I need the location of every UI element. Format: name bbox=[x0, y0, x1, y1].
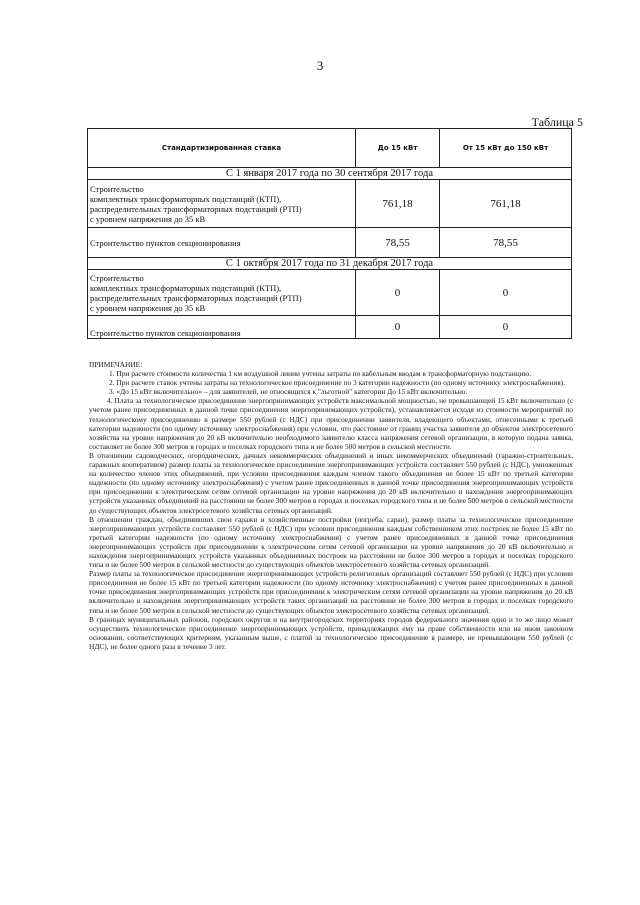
rate-value-15-150: 78,55 bbox=[440, 228, 572, 258]
note-item-1: 1. При расчете стоимости количества 1 км воздушной линии учтены затраты по кабельным вводам в трансформаторную подстанцию. bbox=[109, 369, 531, 379]
rate-value-15-150: 761,18 bbox=[440, 180, 572, 228]
table-row bbox=[88, 228, 572, 258]
header-rate: Стандартизированная ставка bbox=[88, 129, 356, 168]
page-number: 3 bbox=[316, 58, 324, 73]
header-up-to-15kw: До 15 кВт bbox=[356, 129, 440, 168]
note-paragraph-gardening: В отношении садоводческих, огороднических, дачных некоммерческих объединений и иных некоммерческих объединений (гаражно-строительных, гаражных кооперативов) размер платы за технологическое присоединение энергопринимающих устройств составляет 550 рублей (с НДС), умноженных на количество членов этих объединений, при условии присоединения каждым членом такого объединения не более 15 кВт по третьей категории надежности (по одному источнику электроснабжения) с учетом ранее присоединенных в данной точке присоединения энергопринимающих устройств при присоединении к электрическим сетям сетевой организации на уровне напряжения до 20 кВ включительно и нахождения энергопринимающих устройств указанных объединений на расстоянии не более 300 метров в городах и поселках городского типа и не более 500 метров в сельской местности до существующих объектов электросетевого хозяйства сетевых организаций. bbox=[89, 450, 573, 515]
rate-name bbox=[88, 180, 356, 228]
rate-value-up-to-15: 78,55 bbox=[356, 228, 440, 258]
note-paragraph-garages: В отношении граждан, объединивших свои гаражи и хозяйственные постройки (погреба, сараи), размер платы за технологическое присоединение энергопринимающих устройств составляет 550 рублей (с НДС) при условии присоединения каждым собственником этих построек не более 15 кВт по третьей категории надежности (по одному источнику электроснабжения) с учетом ранее присоединенных в данной точке присоединения энергопринимающих устройств при присоединении к электрическим сетям сетевой организации на уровне напряжения до 20 кВ включительно и нахождения энергопринимающих устройств указанных объединенных построек на расстоянии не более 300 метров в городах и поселках городского типа и не более 500 метров в сельской местности до существующих объектов электросетевого хозяйства сетевых организаций. bbox=[89, 514, 573, 570]
header-15-to-150kw: От 15 кВт до 150 кВт bbox=[440, 129, 572, 168]
note-item-3: 3. «До 15 кВт включительно» – для заявителей, не относящихся к "льготной" категории До 15 кВт включительно. bbox=[109, 387, 468, 397]
notes-section bbox=[89, 360, 573, 651]
rate-value-15-150: 0 bbox=[440, 270, 572, 316]
table-row bbox=[88, 316, 572, 339]
period-label: С 1 января 2017 года по 30 сентября 2017 года bbox=[88, 168, 572, 180]
table-row bbox=[88, 180, 572, 228]
period-row-2 bbox=[88, 258, 572, 270]
note-item-2: 2. При расчете ставок учтены затраты на технологическое присоединение по 3 категории надежности (по одному источнику электроснабжения). bbox=[109, 378, 566, 388]
rate-name-text: Строительство комплектных трансформаторных подстанций (КТП), распределительных трансформаторных подстанций (РТП) с уровнем напряжения до 35 кВ bbox=[90, 272, 302, 313]
table-row bbox=[88, 270, 572, 316]
table-header-row bbox=[88, 129, 572, 168]
table-caption: Таблица 5 bbox=[531, 115, 583, 129]
tariff-table bbox=[87, 128, 572, 339]
rate-name-text: Строительство комплектных трансформаторных подстанций (КТП), распределительных трансформаторных подстанций (РТП) с уровнем напряжения до 35 кВ bbox=[90, 183, 302, 224]
period-label: С 1 октября 2017 года по 31 декабря 2017 года bbox=[88, 258, 572, 270]
rate-value-up-to-15: 0 bbox=[356, 316, 440, 339]
note-paragraph-religious: Размер платы за технологическое присоединение энергопринимающих устройств религиозных организаций составляет 550 рублей (с НДС) при условии присоединения не более 15 кВт по третьей категории надежности (по одному источнику электроснабжения) с учетом ранее присоединенных в данной точке присоединения энергопринимающих устройств при присоединении к электрическим сетям сетевой организации на уровне напряжения до 20 кВ включительно и нахождения энергопринимающих устройств таких организаций на расстоянии не более 300 метров в городах и поселках городского типа и не более 500 метров в сельской местности до существующих объектов электросетевого хозяйства сетевых организаций. bbox=[89, 569, 573, 615]
period-row-1 bbox=[88, 168, 572, 180]
notes-heading: ПРИМЕЧАНИЕ: bbox=[89, 360, 143, 369]
note-paragraph-municipal: В границах муниципальных районов, городских округов и на внутригородских территориях городов федерального значения одно и то же лицо может осуществить технологическое присоединение энергопринимающих устройств, принадлежащих ему на праве собственности или на ином законном основании, соответствующих критериям, указанным выше, с платой за технологическое присоединение в размере, не превышающем 550 рублей (с НДС), не более одного раза в течение 3 лет. bbox=[89, 614, 573, 651]
rate-value-15-150: 0 bbox=[440, 316, 572, 339]
note-item-4: 4. Плата за технологическое присоединение энергопринимающих устройств максимальной мощностью, не превышающей 15 кВт включительно (с учетом ранее присоединенных в данной точке присоединения энергопринимающих устройств), устанавливается исходя из стоимости мероприятий по технологическому присоединению в размере 550 рублей (с НДС) при присоединении заявителя, владеющего объектами, отнесенными к третьей категории надежности (по одному источнику электроснабжения) при условии, что расстояние от границ участка заявителя до объектов электросетевого хозяйства на уровне напряжения до 20 кВ включительно необходимого заявителю класса напряжения сетевой организации, в которую подана заявка, составляет не более 300 метров в городах и поселках городского типа и не более 500 метров в сельской местности. bbox=[89, 396, 573, 451]
rate-value-up-to-15: 0 bbox=[356, 270, 440, 316]
rate-name: Строительство пунктов секционирования bbox=[88, 316, 356, 339]
rate-value-up-to-15: 761,18 bbox=[356, 180, 440, 228]
rate-name bbox=[88, 270, 356, 316]
rate-name: Строительство пунктов секционирования bbox=[88, 228, 356, 258]
